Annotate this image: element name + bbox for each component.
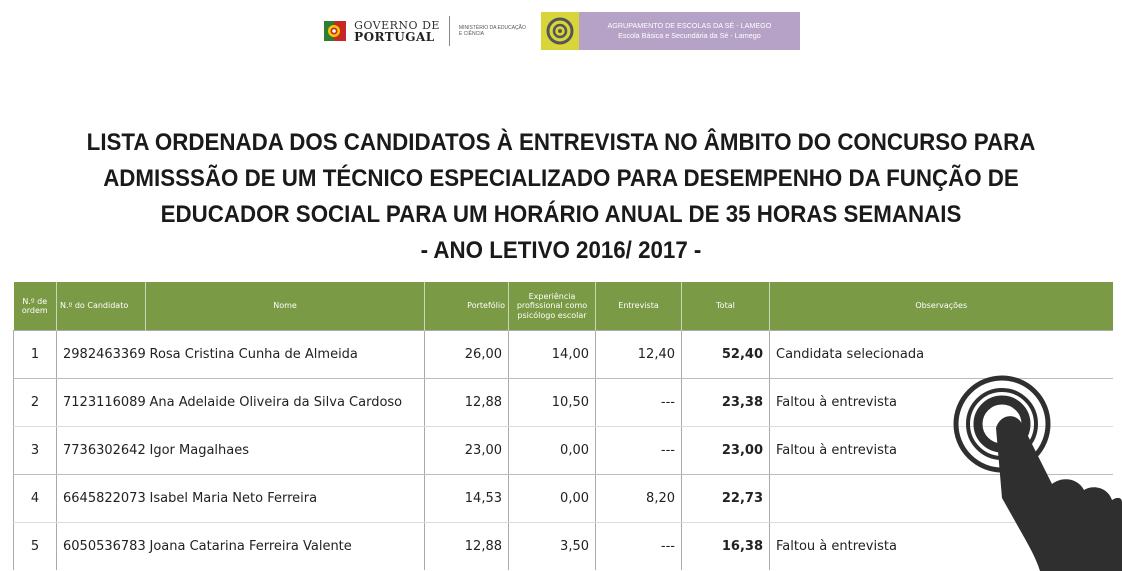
- governo-portugal-logo: [322, 17, 440, 45]
- cell-numero: 2982463369: [57, 331, 146, 379]
- header-total: Total: [682, 282, 770, 331]
- cell-total: 23,00: [682, 427, 770, 475]
- cell-entrevista: ---: [596, 523, 682, 571]
- cell-numero: 7123116089: [57, 379, 146, 427]
- header-ordem: [14, 282, 57, 331]
- title-line3: EDUCADOR SOCIAL PARA UM HORÁRIO ANUAL DE 35 HORAS SEMANAIS: [160, 201, 962, 228]
- header-experiencia-line1: Experiência: [528, 292, 576, 302]
- ministry-label: [459, 25, 533, 38]
- header-candidato: N.º do Candidato: [57, 282, 146, 331]
- header-experiencia: [509, 282, 596, 331]
- cell-observacoes: Faltou à entrevista: [770, 523, 1113, 571]
- cell-experiencia: 0,00: [509, 475, 596, 523]
- cell-ordem: 1: [14, 331, 57, 379]
- header-ordem-line1: N.º de: [22, 296, 48, 306]
- cell-experiencia: 10,50: [509, 379, 596, 427]
- agrupamento-line1: AGRUPAMENTO DE ESCOLAS DA SÉ - LAMEGO: [607, 21, 772, 31]
- cell-portefolio: 12,88: [425, 379, 509, 427]
- document-title: [39, 125, 1082, 269]
- cell-numero: 6050536783: [57, 523, 146, 571]
- cell-entrevista: ---: [596, 427, 682, 475]
- cell-ordem: 4: [14, 475, 57, 523]
- title-line4: - ANO LETIVO 2016/ 2017 -: [420, 237, 702, 264]
- cell-experiencia: 0,00: [509, 427, 596, 475]
- cell-total: 22,73: [682, 475, 770, 523]
- cell-ordem: 5: [14, 523, 57, 571]
- portugal-emblem-icon: [322, 17, 350, 45]
- ministry-line1: MINISTÉRIO DA EDUCAÇÃO: [458, 24, 526, 31]
- header-ordem-line2: ordem: [21, 306, 48, 315]
- header-portefolio: Portefólio: [425, 282, 509, 331]
- cell-nome: Igor Magalhaes: [146, 427, 425, 475]
- cell-experiencia: 14,00: [509, 331, 596, 379]
- cell-portefolio: 12,88: [425, 523, 509, 571]
- cell-experiencia: 3,50: [509, 523, 596, 571]
- header-observacoes: Observações: [770, 282, 1113, 331]
- header-experiencia-line2: profissional como: [516, 301, 588, 311]
- ministry-line2: E CIÊNCIA: [458, 31, 484, 37]
- table-header-row: [14, 282, 1113, 331]
- cell-observacoes: Faltou à entrevista: [770, 379, 1113, 427]
- cell-numero: 6645822073: [57, 475, 146, 523]
- agrupamento-logo-icon: [541, 12, 579, 50]
- cell-ordem: 2: [14, 379, 57, 427]
- logo-divider: [449, 16, 450, 46]
- cell-nome: Joana Catarina Ferreira Valente: [149, 539, 352, 554]
- header-logos: [0, 12, 1122, 50]
- title-line2: ADMISSSÃO DE UM TÉCNICO ESPECIALIZADO PARA DESEMPENHO DA FUNÇÃO DE: [103, 165, 1019, 192]
- cell-entrevista: 8,20: [596, 475, 682, 523]
- cell-nome: Rosa Cristina Cunha de Almeida: [146, 331, 425, 379]
- pointing-hand-icon: [940, 366, 1122, 571]
- cell-entrevista: ---: [596, 379, 682, 427]
- gov-line1: GOVERNO DE: [354, 18, 440, 32]
- cell-total: 52,40: [682, 331, 770, 379]
- cell-portefolio: 26,00: [425, 331, 509, 379]
- cell-ordem: 3: [14, 427, 57, 475]
- agrupamento-line2: Escola Básica e Secundária da Sé - Lamego: [618, 31, 761, 40]
- cell-total: 16,38: [682, 523, 770, 571]
- cell-nome: Ana Adelaide Oliveira da Silva Cardoso: [146, 379, 425, 427]
- header-entrevista: Entrevista: [596, 282, 682, 331]
- cell-numero: 7736302642: [57, 427, 146, 475]
- header-experiencia-line3: psicólogo escolar: [517, 310, 587, 320]
- cell-observacoes: Faltou à entrevista: [770, 427, 1113, 475]
- gov-line2: PORTUGAL: [354, 29, 435, 44]
- title-line1: LISTA ORDENADA DOS CANDIDATOS À ENTREVISTA NO ÂMBITO DO CONCURSO PARA: [86, 129, 1036, 156]
- cell-portefolio: 23,00: [425, 427, 509, 475]
- cell-portefolio: 14,53: [425, 475, 509, 523]
- cell-entrevista: 12,40: [596, 331, 682, 379]
- cell-total: 23,38: [682, 379, 770, 427]
- cell-nome: Isabel Maria Neto Ferreira: [146, 475, 425, 523]
- header-nome: Nome: [146, 282, 425, 331]
- cell-observacoes: Candidata selecionada: [770, 331, 1113, 379]
- agrupamento-banner: [541, 12, 800, 50]
